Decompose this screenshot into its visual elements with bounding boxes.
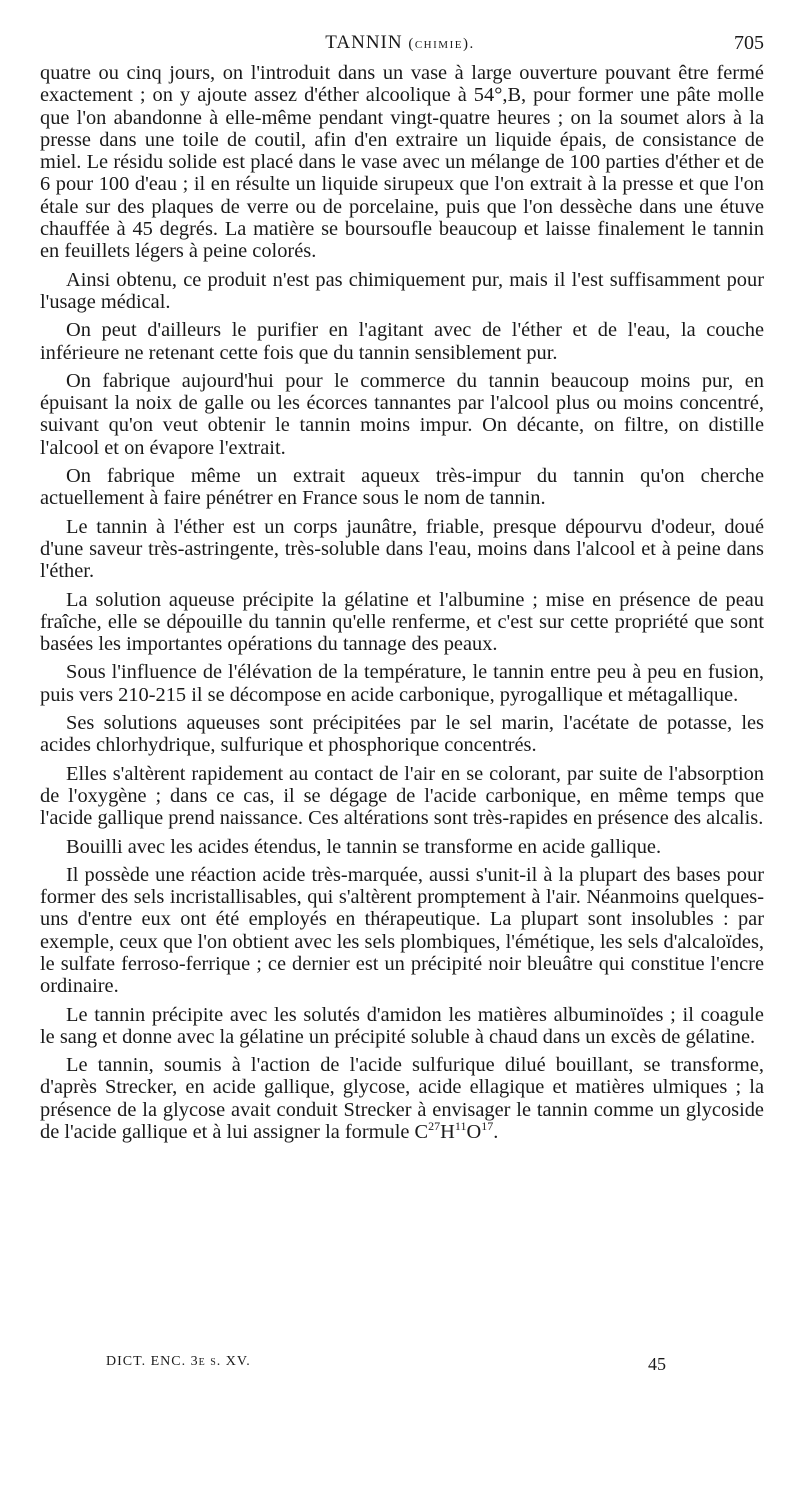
paragraph: Le tannin à l'éther est un corps jaunâtre, friable, presque dépourvu d'odeur, doué d'une saveur très-astringente, très-soluble dans l'eau, moins dans l'alcool et à peine dans l'éther.	[40, 515, 764, 583]
paragraph: Il possède une réaction acide très-marquée, aussi s'unit-il à la plupart des bases pour former des sels incristallisables, qui s'altèrent promptement à l'air. Néanmoins quelques-uns d'entre eux ont été employés en thérapeutique. La plupart sont insolubles : par exemple, ceux que l'on obtient avec les sels plombiques, l'émétique, les sels d'alcaloïdes, le sulfate ferroso-ferrique ; ce dernier est un précipité noir bleuâtre qui constitue l'encre ordinaire.	[40, 863, 764, 998]
paragraph: Elles s'altèrent rapidement au contact de l'air en se colorant, par suite de l'absorption de l'oxygène ; dans ce cas, il se dégage de l'acide carbonique, en même temps que l'acide gallique prend naissance. Ces altérations sont très-rapides en présence des alcalis.	[40, 762, 764, 830]
printer-signature: DICT. ENC. 3e s. XV.	[106, 1354, 251, 1369]
paragraph: Ainsi obtenu, ce produit n'est pas chimiquement pur, mais il l'est suffisamment pour l'usage médical.	[40, 268, 764, 313]
paragraph: Ses solutions aqueuses sont précipitées par le sel marin, l'acétate de potasse, les acides chlorhydrique, sulfurique et phosphorique concentrés.	[40, 712, 764, 757]
paragraph: Sous l'influence de l'élévation de la température, le tannin entre peu à peu en fusion, puis vers 210-215 il se décompose en acide carbonique, pyrogallique et métagallique.	[40, 661, 764, 706]
paragraph: La solution aqueuse précipite la gélatine et l'albumine ; mise en présence de peau fraîche, elle se dépouille du tannin qu'elle renferme, et c'est sur cette propriété que sont basées les importantes opérations du tannage des peaux.	[40, 588, 764, 656]
paragraph-with-formula	[40, 1054, 764, 1143]
chemical-formula: $C^{27}H^{11}O^{17}$.	[414, 1119, 499, 1144]
running-head	[0, 32, 800, 54]
paragraph-text: Le tannin, soumis à l'action de l'acide sulfurique dilué bouillant, se transforme, d'après Strecker, en acide gallique, glycose, acide ellagique et matières ulmiques ; la présence de la glycose avait conduit Strecker à envisager le tannin comme un glycoside de l'acide gallique et à lui assigner la formule	[40, 1054, 764, 1144]
paragraph: Bouilli avec les acides étendus, le tannin se transforme en acide gallique.	[66, 835, 662, 858]
running-head-title: TANNIN	[325, 32, 403, 53]
article-body	[40, 62, 764, 1149]
paragraph: On peut d'ailleurs le purifier en l'agitant avec de l'éther et de l'eau, la couche inférieure ne retenant cette fois que du tannin sensiblement pur.	[40, 319, 764, 364]
sheet-number: 45	[648, 1354, 666, 1374]
running-head-subtitle: (chimie).	[408, 36, 475, 52]
paragraph: Le tannin précipite avec les solutés d'amidon les matières albuminoïdes ; il coagule le sang et donne avec la gélatine un précipité soluble à chaud dans un excès de gélatine.	[40, 1003, 764, 1048]
paragraph: On fabrique même un extrait aqueux très-impur du tannin qu'on cherche actuellement à faire pénétrer en France sous le nom de tannin.	[40, 465, 764, 510]
paragraph: quatre ou cinq jours, on l'introduit dans un vase à large ouverture pouvant être fermé exactement ; on y ajoute assez d'éther alcoolique à 54°,B, pour former une pâte molle que l'on abandonne à elle-même pendant vingt-quatre heures ; on la soumet alors à la presse dans une toile de coutil, afin d'en extraire un liquide épais, de consistance de miel. Le résidu solide est placé dans le vase avec un mélange de 100 parties d'éther et de 6 pour 100 d'eau ; il en résulte un liquide sirupeux que l'on extrait à la presse et que l'on étale sur des plaques de verre ou de porcelaine, puis que l'on dessèche dans une étuve chauffée à 45 degrés. La matière se boursoufle beaucoup et laisse finalement le tannin en feuillets légers à peine colorés.	[40, 62, 764, 263]
page-header	[0, 28, 800, 58]
page-footer	[0, 1354, 800, 1380]
paragraph: On fabrique aujourd'hui pour le commerce du tannin beaucoup moins pur, en épuisant la noix de galle ou les écorces tannantes par l'alcool plus ou moins concentré, suivant qu'on veut obtenir le tannin moins impur. On décante, on filtre, on distille l'alcool et on évapore l'extrait.	[40, 369, 764, 459]
page-number: 705	[734, 32, 764, 54]
